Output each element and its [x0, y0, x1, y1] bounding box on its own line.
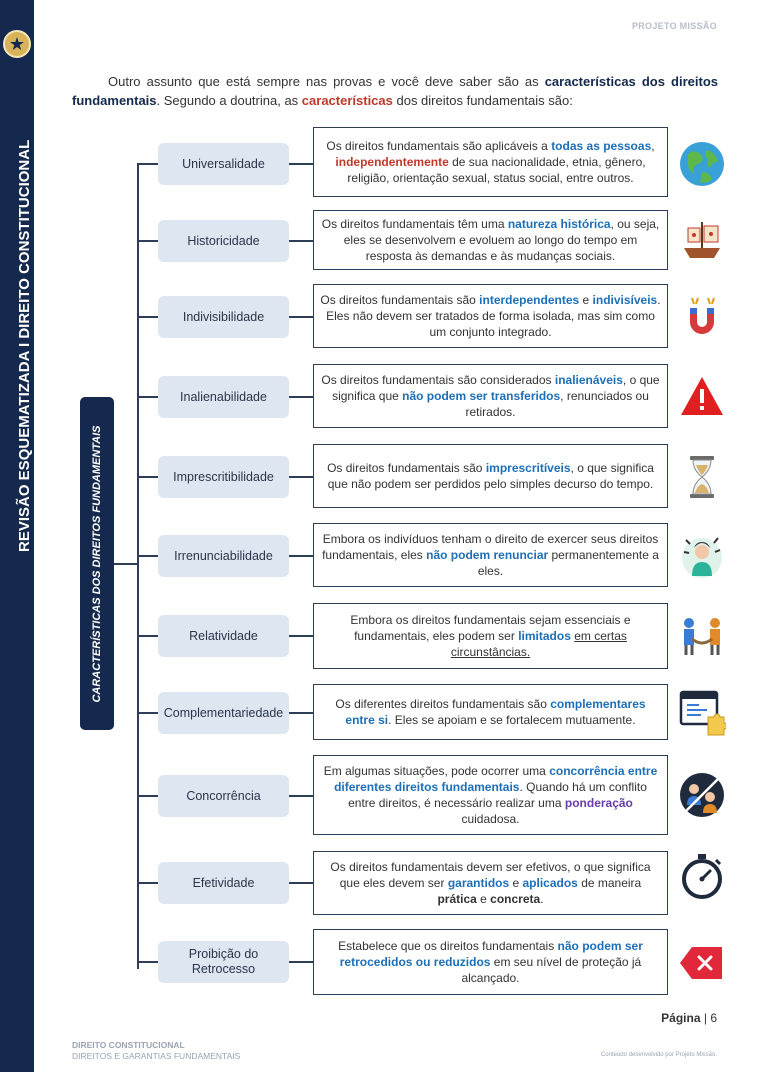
label-relatividade: Relatividade: [158, 615, 289, 657]
label-proibicao-do-retrocesso: Proibição do Retrocesso: [158, 941, 289, 983]
desc-universalidade: Os direitos fundamentais são aplicáveis a todas as pessoas, independentemente de sua nacionalidade, etnia, gênero, religião, orientação sexual, status social, entre outros.: [313, 127, 668, 197]
label-indivisibilidade: Indivisibilidade: [158, 296, 289, 338]
ship-icon: [678, 216, 726, 264]
branch-line: [138, 476, 158, 478]
branch-line: [138, 961, 158, 963]
branch-line: [138, 795, 158, 797]
tree-stem-line: [114, 563, 138, 565]
conflict-icon: [678, 771, 726, 819]
diagram-title: CARACTERÍSTICAS DOS DIREITOS FUNDAMENTAIS: [91, 425, 103, 703]
branch-line: [138, 316, 158, 318]
tree-trunk-line: [137, 163, 139, 969]
tug-of-war-icon: [678, 613, 726, 661]
desc-complementariedade: Os diferentes direitos fundamentais são complementares entre si. Eles se apoiam e se fortalecem mutuamente.: [313, 684, 668, 740]
branch-line: [138, 396, 158, 398]
label-complementariedade: Complementariedade: [158, 692, 289, 734]
link-line: [289, 961, 313, 963]
puzzle-window-icon: [678, 689, 726, 737]
branch-line: [138, 555, 158, 557]
intro-highlight-1: características dos direitos fundamentais: [72, 74, 718, 108]
link-line: [289, 882, 313, 884]
link-line: [289, 555, 313, 557]
desc-indivisibilidade: Os direitos fundamentais são interdependentes e indivisíveis. Eles não devem ser tratados de forma isolada, mas sim como um conjunto integrado.: [313, 284, 668, 348]
label-efetividade: Efetividade: [158, 862, 289, 904]
desc-concorrencia: Em algumas situações, pode ocorrer uma concorrência entre diferentes direitos fundamentais. Quando há um conflito entre direitos, é necessário realizar uma ponderação cuidadosa.: [313, 755, 668, 835]
warning-icon: [678, 373, 726, 421]
footer-subject: [72, 1040, 240, 1062]
star-badge-icon: [3, 30, 31, 58]
desc-irrenunciabilidade: Embora os indivíduos tenham o direito de exercer seus direitos fundamentais, eles não podem renunciar permanentemente a eles.: [313, 523, 668, 587]
intro-text-2: . Segundo a doutrina, as: [156, 93, 302, 108]
intro-paragraph: [72, 72, 718, 110]
label-concorrencia: Concorrência: [158, 775, 289, 817]
desc-proibicao-do-retrocesso: Estabelece que os direitos fundamentais não podem ser retrocedidos ou reduzidos em seu nível de proteção já alcançado.: [313, 929, 668, 995]
branch-line: [138, 635, 158, 637]
vertical-title-text: REVISÃO ESQUEMATIZADA I DIREITO CONSTITUCIONAL: [16, 139, 33, 552]
hourglass-icon: [678, 453, 726, 501]
intro-text-3: dos direitos fundamentais são:: [392, 93, 573, 108]
label-imprescritibilidade: Imprescritibilidade: [158, 456, 289, 498]
label-historicidade: Historicidade: [158, 220, 289, 262]
branch-line: [138, 882, 158, 884]
desc-imprescritibilidade: Os direitos fundamentais são imprescritíveis, o que significa que não podem ser perdidos pelo simples decurso do tempo.: [313, 444, 668, 508]
stopwatch-icon: [678, 852, 726, 900]
intro-text-1: Outro assunto que está sempre nas provas e você deve saber são as: [108, 74, 545, 89]
stressed-person-icon: [678, 532, 726, 580]
project-header: PROJETO MISSÃO: [631, 21, 717, 31]
intro-highlight-2: características: [301, 93, 393, 108]
delete-key-icon: [678, 939, 726, 987]
page-number: Página | 6: [661, 1011, 717, 1025]
magnet-icon: [678, 294, 726, 342]
footer-topic: DIREITOS E GARANTIAS FUNDAMENTAIS: [72, 1051, 241, 1061]
label-inalienabilidade: Inalienabilidade: [158, 376, 289, 418]
footer-credit: Conteúdo desenvolvido por Projeto Missão.: [600, 1052, 717, 1058]
diagram-title-banner: [80, 397, 114, 730]
vertical-title: [3, 139, 33, 588]
link-line: [289, 635, 313, 637]
desc-historicidade: Os direitos fundamentais têm uma natureza histórica, ou seja, eles se desenvolvem e evoluem ao longo do tempo em resposta às demandas e às mudanças sociais.: [313, 210, 668, 270]
link-line: [289, 795, 313, 797]
link-line: [289, 396, 313, 398]
link-line: [289, 240, 313, 242]
globe-icon: [678, 140, 726, 188]
branch-line: [138, 240, 158, 242]
desc-relatividade: Embora os direitos fundamentais sejam essenciais e fundamentais, eles podem ser limitados em certas circunstâncias.: [313, 603, 668, 669]
branch-line: [138, 712, 158, 714]
sidebar: [0, 0, 34, 1072]
label-universalidade: Universalidade: [158, 143, 289, 185]
label-irrenunciabilidade: Irrenunciabilidade: [158, 535, 289, 577]
link-line: [289, 476, 313, 478]
branch-line: [138, 163, 158, 165]
desc-efetividade: Os direitos fundamentais devem ser efetivos, o que significa que eles devem ser garantidos e aplicados de maneira prática e concreta.: [313, 851, 668, 915]
link-line: [289, 316, 313, 318]
desc-inalienabilidade: Os direitos fundamentais são considerados inalienáveis, o que significa que não podem ser transferidos, renunciados ou retirados.: [313, 364, 668, 428]
footer-subject-title: DIREITO CONSTITUCIONAL: [72, 1040, 185, 1050]
link-line: [289, 712, 313, 714]
link-line: [289, 163, 313, 165]
